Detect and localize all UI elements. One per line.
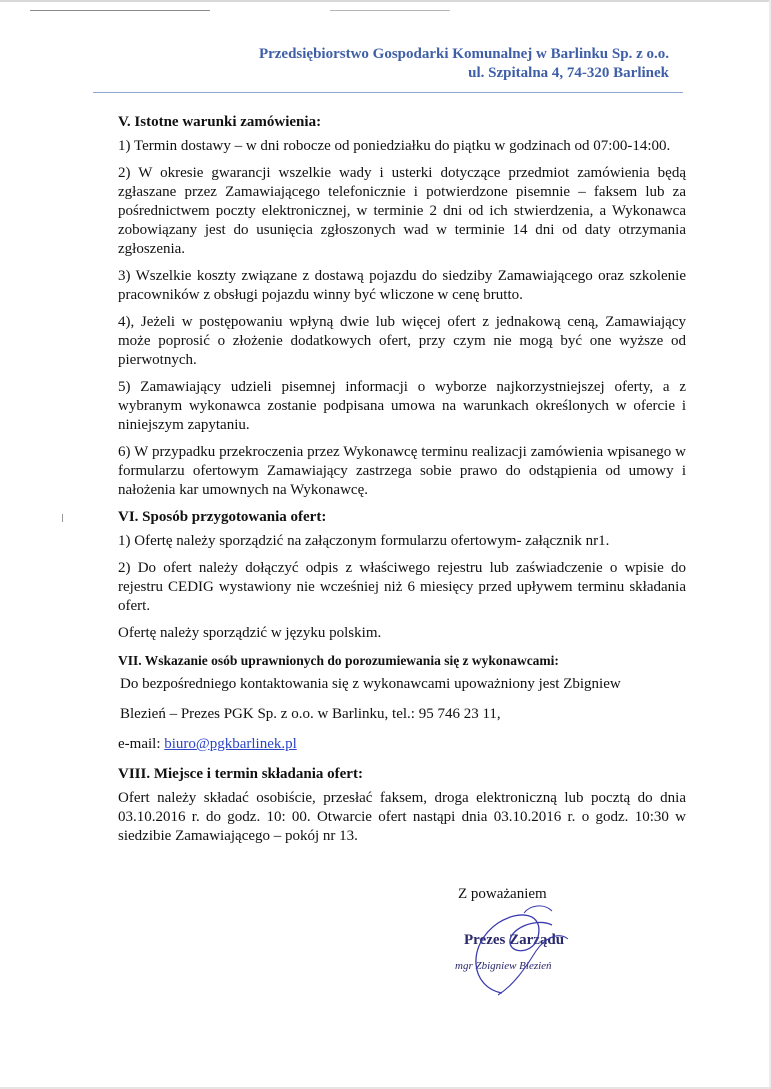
handwritten-signature xyxy=(440,895,600,1005)
section-vii-contact-line-2: Blezień – Prezes PGK Sp. z o.o. w Barlinku, tel.: 95 746 23 11, xyxy=(120,706,501,722)
section-viii-text: Ofert należy składać osobiście, przesłać faksem, droga elektroniczną lub pocztą do dnia 03.10.2016 r. do godz. 10: 00. Otwarcie ofert nastąpi dnia 03.10.2016 r. o godz. 10:30 w siedzibie Zamawiającego – pokój nr 13. xyxy=(118,790,686,844)
signature-stamp xyxy=(440,895,600,1005)
scan-edge-top xyxy=(0,0,771,2)
section-vi-item-1: 1) Ofertę należy sporządzić na załączonym formularzu ofertowym- załącznik nr1. xyxy=(118,533,610,549)
section-v-item-3: 3) Wszelkie koszty związane z dostawą pojazdu do siedziby Zamawiającego oraz szkolenie pracowników z obsługi pojazdu winny być wliczone w cenę brutto. xyxy=(118,268,686,303)
letterhead-rule xyxy=(93,92,683,93)
section-v-item-5: 5) Zamawiający udzieli pisemnej informacji o wyborze najkorzystniejszej oferty, a z wybranym wykonawca zostanie podpisana umowa na warunkach określonych w ofercie i niniejszym zapytaniu. xyxy=(118,379,686,433)
margin-mark xyxy=(62,514,63,522)
section-v-item-6: 6) W przypadku przekroczenia przez Wykonawcę terminu realizacji zamówienia wpisanego w formularzu ofertowym Zamawiający zastrzega sobie prawo do odstąpienia od umowy i nałożenia kar umownych na Wykonawcę. xyxy=(118,444,686,498)
section-heading-viii: VIII. Miejsce i termin składania ofert: xyxy=(118,766,363,782)
company-address: ul. Szpitalna 4, 74-320 Barlinek xyxy=(468,65,669,81)
letterhead xyxy=(259,45,669,83)
section-vi-note: Ofertę należy sporządzić w języku polskim. xyxy=(118,625,382,641)
closing-greeting: Z poważaniem xyxy=(458,886,547,902)
company-name: Przedsiębiorstwo Gospodarki Komunalnej w Barlinku Sp. z o.o. xyxy=(258,46,669,62)
scan-top-line-secondary xyxy=(330,10,450,11)
section-v-item-1: 1) Termin dostawy – w dni robocze od poniedziałku do piątku w godzinach od 07:00-14:00. xyxy=(118,138,671,154)
section-heading-v: V. Istotne warunki zamówienia: xyxy=(118,114,322,130)
document-body xyxy=(118,113,686,854)
section-heading-vi: VI. Sposób przygotowania ofert: xyxy=(118,509,327,525)
section-v-item-2: 2) W okresie gwarancji wszelkie wady i usterki dotyczące przedmiot zamówienia będą zgłaszane przez Zamawiającego telefonicznie i potwierdzone pisemnie – faksem lub za pośrednictwem poczty elektronicznej, w terminie 2 dni od ich stwierdzenia, a Wykonawca zobowiązany jest do usunięcia zgłoszonych wad w terminie 14 dni od daty otrzymania zgłoszenia. xyxy=(118,165,686,257)
scan-top-line xyxy=(30,10,210,11)
section-heading-vii: VII. Wskazanie osób uprawnionych do porozumiewania się z wykonawcami: xyxy=(118,653,559,668)
section-vii-contact-line-1: Do bezpośredniego kontaktowania się z wykonawcami upoważniony jest Zbigniew xyxy=(120,676,621,692)
section-vi-item-2: 2) Do ofert należy dołączyć odpis z właściwego rejestru lub zaświadczenie o wpisie do rejestru CEDIG wystawiony nie wcześniej niż 6 miesięcy przed upływem terminu składania ofert. xyxy=(118,560,686,614)
section-v-item-4: 4), Jeżeli w postępowaniu wpłyną dwie lub więcej ofert z jednakową ceną, Zamawiający może poprosić o złożenie dodatkowych ofert, przy czym nie mogą być one wyższe od pierwotnych. xyxy=(118,314,686,368)
email-link[interactable]: biuro@pgkbarlinek.pl xyxy=(164,736,297,752)
section-vii-email-line xyxy=(118,735,686,754)
email-label: e-mail: xyxy=(118,736,165,752)
stamp-title: Prezes Zarządu xyxy=(464,932,565,948)
stamp-name: mgr Zbigniew Blezień xyxy=(455,960,552,972)
